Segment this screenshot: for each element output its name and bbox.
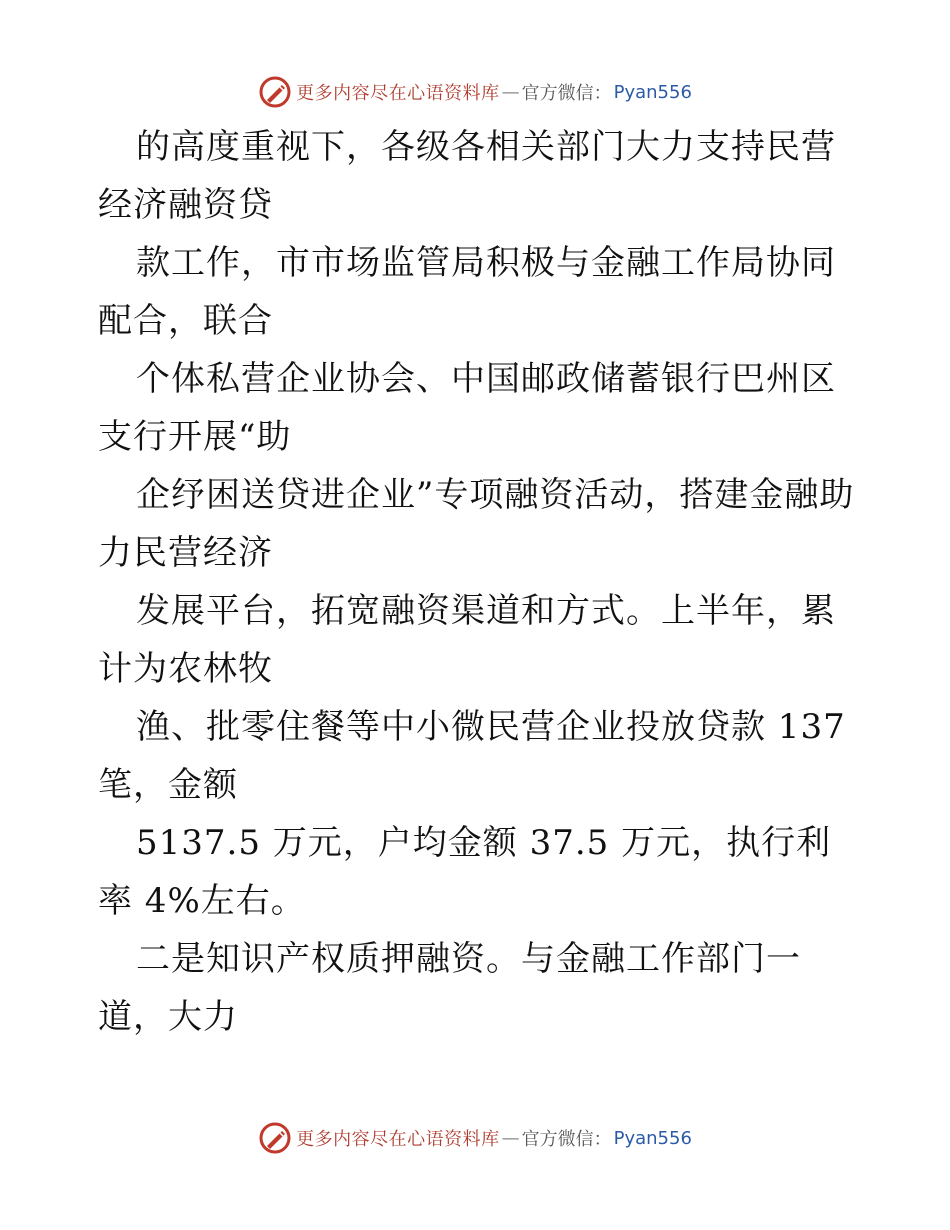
quill-pen-circle-icon: [258, 75, 292, 109]
watermark-dash: —: [501, 1127, 520, 1149]
watermark-brand: 更多内容尽在心语资料库: [296, 83, 500, 104]
paragraph: 二是知识产权质押融资。与金融工作部门一道，大力: [98, 939, 801, 1037]
header-watermark: [0, 72, 950, 112]
document-body: [98, 118, 858, 1046]
watermark-brand: 更多内容尽在心语资料库: [296, 1129, 500, 1150]
watermark-dash: —: [501, 81, 520, 103]
watermark-label: 官方微信：: [521, 1129, 612, 1150]
paragraph: 发展平台，拓宽融资渠道和方式。上半年，累计为农林牧: [98, 591, 836, 689]
paragraph: 个体私营企业协会、中国邮政储蓄银行巴州区支行开展“助: [98, 359, 836, 457]
watermark-label: 官方微信：: [521, 83, 612, 104]
watermark-id: Pyan556: [613, 81, 692, 103]
paragraph: 款工作，市市场监管局积极与金融工作局协同配合，联合: [98, 243, 836, 341]
paragraph: 企纾困送贷进企业”专项融资活动，搭建金融助力民营经济: [98, 475, 855, 573]
watermark-id: Pyan556: [613, 1127, 692, 1149]
paragraph: 渔、批零住餐等中小微民营企业投放贷款 137 笔，金额: [98, 707, 846, 805]
quill-pen-circle-icon: [258, 1121, 292, 1155]
paragraph: 的高度重视下，各级各相关部门大力支持民营经济融资贷: [98, 127, 836, 225]
footer-watermark: [0, 1118, 950, 1158]
paragraph: 5137.5 万元，户均金额 37.5 万元，执行利率 4%左右。: [98, 823, 832, 921]
